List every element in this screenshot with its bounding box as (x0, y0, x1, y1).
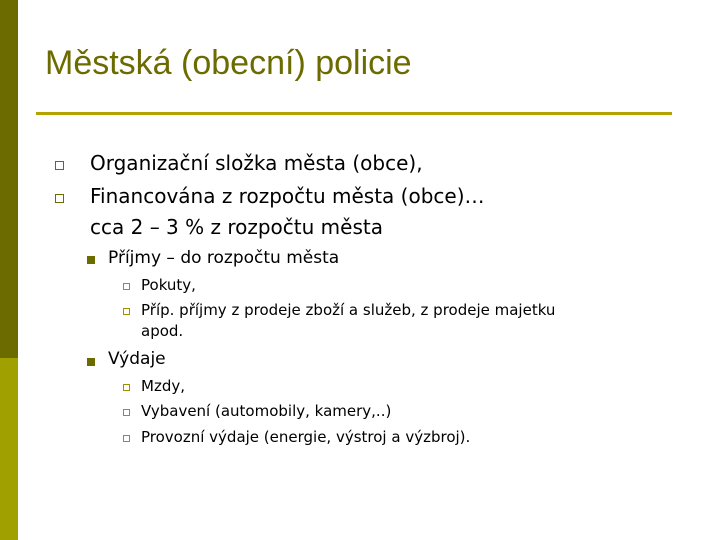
filled-bullet-icon (87, 256, 95, 264)
subheading-vydaje: Výdaje (108, 349, 166, 369)
filled-bullet-icon (87, 358, 95, 366)
left-accent-bar-dark (0, 0, 18, 358)
list-item-continuation: apod. (141, 322, 184, 340)
square-bullet-icon (123, 384, 130, 391)
bullet-text: Financována z rozpočtu města (obce)… (90, 184, 485, 208)
list-item: Vybavení (automobily, kamery,..) (141, 402, 392, 420)
list-item: Mzdy, (141, 377, 185, 395)
square-bullet-icon (55, 194, 64, 203)
title-underline (36, 112, 672, 115)
left-accent-bar-light (0, 358, 18, 540)
square-bullet-icon (55, 161, 64, 170)
list-item: Příp. příjmy z prodeje zboží a služeb, z prodeje majetku (141, 301, 556, 319)
bullet-text: Organizační složka města (obce), (90, 151, 423, 175)
subheading-prijmy: Příjmy – do rozpočtu města (108, 248, 340, 268)
slide-title: Městská (obecní) policie (45, 44, 412, 82)
list-item: Provozní výdaje (energie, výstroj a výzbroj). (141, 428, 471, 446)
square-bullet-icon (123, 409, 130, 416)
square-bullet-icon (123, 308, 130, 315)
bullet-text-continuation: cca 2 – 3 % z rozpočtu města (90, 215, 383, 239)
square-bullet-icon (123, 283, 130, 290)
list-item: Pokuty, (141, 276, 196, 294)
square-bullet-icon (123, 435, 130, 442)
